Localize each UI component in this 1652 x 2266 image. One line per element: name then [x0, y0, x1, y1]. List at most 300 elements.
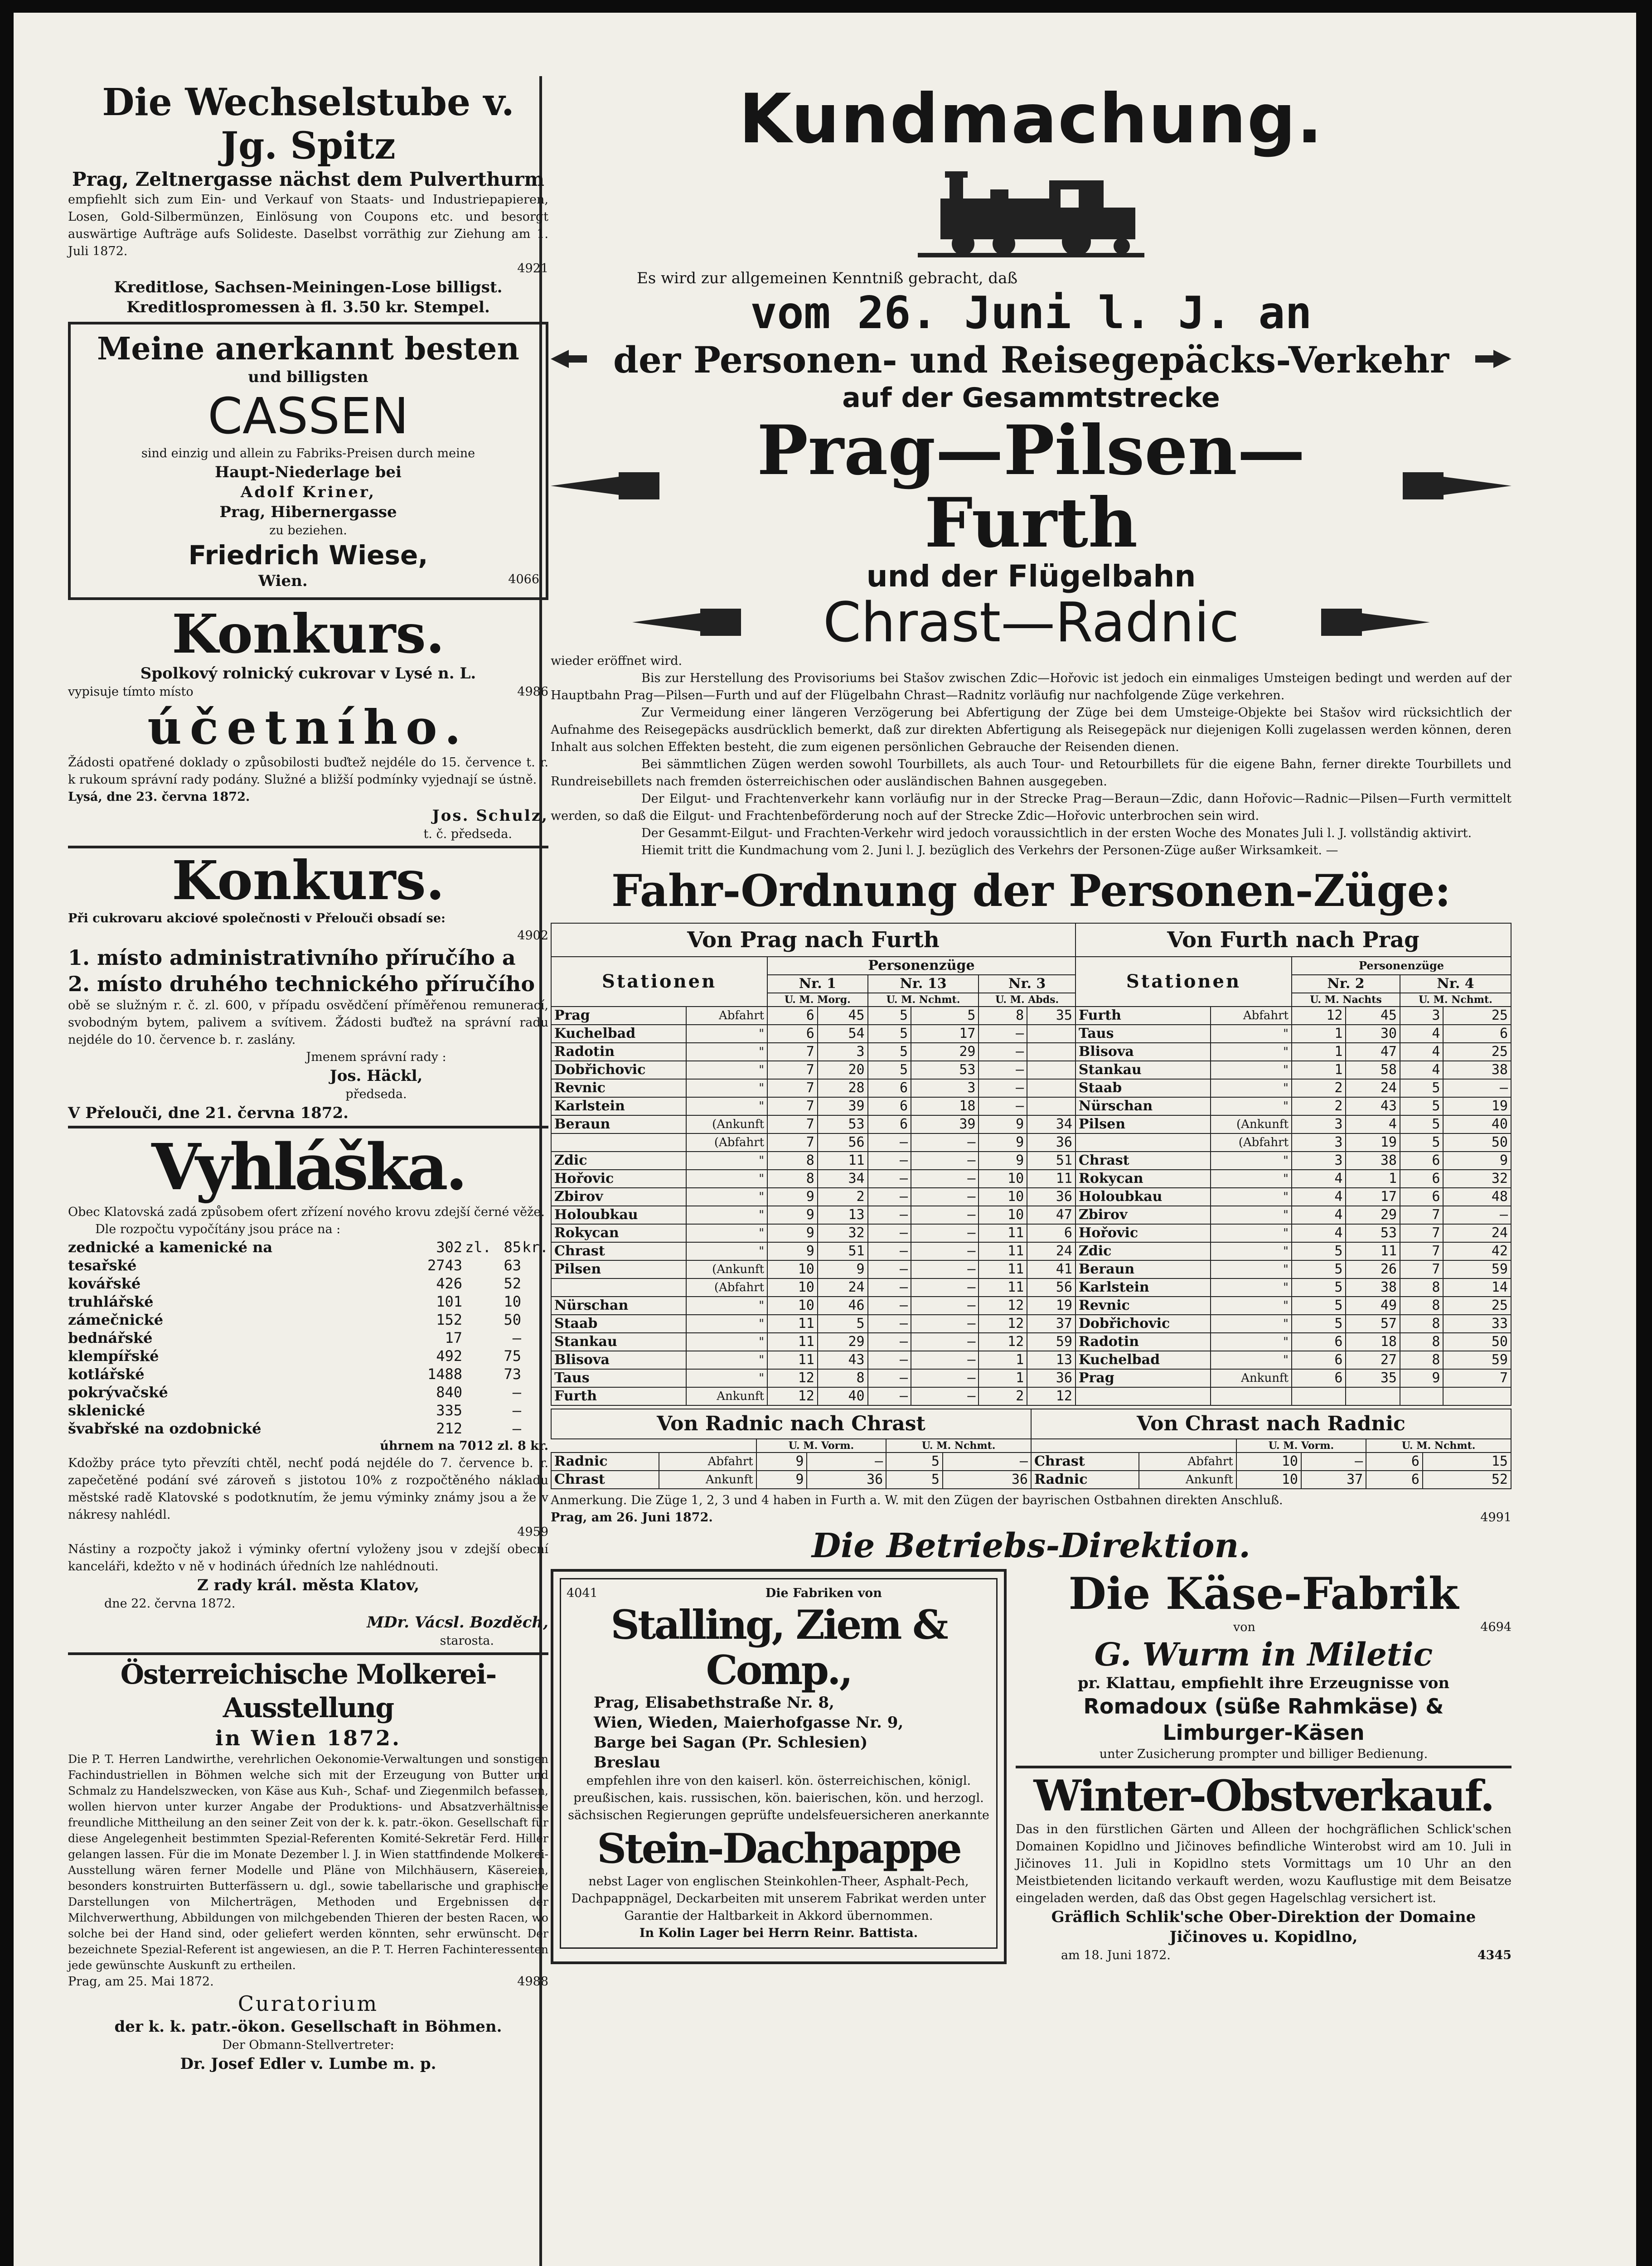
time-cell: 10 [979, 1206, 1027, 1224]
time-cell: 10 [979, 1188, 1027, 1206]
station-note: " [1211, 1224, 1292, 1242]
time-cell: 59 [1027, 1333, 1075, 1351]
ad-body: Nástiny a rozpočty jakož i výminky ofertní vyloženy jsou v zdejší obecní kanceláři, kdežto v ně v hodinách úředních lze nahlédnouti. [68, 1542, 548, 1574]
ad-line: von [1233, 1620, 1255, 1634]
time-cell: 9 [756, 1471, 807, 1489]
station-note: " [1211, 1097, 1292, 1115]
time-cell: — [868, 1170, 911, 1188]
time-cell: 36 [1027, 1369, 1075, 1387]
time-cell: — [868, 1260, 911, 1278]
time-cell: — [1443, 1079, 1511, 1097]
time-cell: — [911, 1188, 979, 1206]
station-name: Chrast [551, 1471, 659, 1489]
time-cell: 25 [1443, 1297, 1511, 1315]
cost-label: kotlářské [68, 1365, 145, 1383]
ad-signature: Gräflich Schlik'sche Ober-Direktion der Domaine Jičinoves u. Kopidlno, [1051, 1908, 1476, 1946]
ad-line: Romadoux (süße Rahmkäse) & Limburger-Käsen [1083, 1694, 1444, 1745]
ad-body: Dle rozpočtu vypočítány jsou práce na : [95, 1222, 341, 1236]
station-name: Chrast [551, 1242, 686, 1260]
ad-headline: účetního. [147, 699, 469, 755]
ad-number: 4988 [517, 1975, 548, 1989]
time-cell: — [911, 1369, 979, 1387]
ad-title: Die Käse-Fabrik [1068, 1568, 1459, 1619]
station-note: " [686, 1369, 767, 1387]
time-cell: 29 [1346, 1206, 1400, 1224]
table-row [551, 1453, 1511, 1471]
time-cell: 6 [1400, 1188, 1444, 1206]
ad-obst [1016, 1771, 1512, 1964]
time-cell: 11 [979, 1242, 1027, 1260]
station-note: " [686, 1097, 767, 1115]
station-note: Ankunft [1211, 1369, 1292, 1387]
time-cell: 7 [1400, 1206, 1444, 1224]
station-note: " [1211, 1079, 1292, 1097]
station-name: Hořovic [1075, 1224, 1211, 1242]
time-cell: 17 [1346, 1188, 1400, 1206]
time-cell: — [868, 1206, 911, 1224]
column-header: Nr. 1 [767, 975, 867, 993]
ad-title: Winter-Obstverkauf. [1033, 1771, 1494, 1821]
cost-label: švabřské na ozdobnické [68, 1420, 262, 1437]
ad-address: Breslau [594, 1753, 661, 1772]
table-row [551, 1133, 1511, 1152]
column-header: Nr. 13 [868, 975, 979, 993]
divider [1016, 1766, 1512, 1768]
time-cell: 6 [868, 1097, 911, 1115]
cost-amount [412, 1383, 548, 1401]
ad-line: vypisuje tímto místo [68, 685, 194, 699]
column-header: Nr. 3 [979, 975, 1075, 993]
cost-amount [412, 1274, 548, 1293]
time-cell: 59 [1443, 1351, 1511, 1369]
time-cell: 36 [807, 1471, 886, 1489]
time-cell: 2 [818, 1188, 868, 1206]
cost-kr: 63 [504, 1257, 521, 1274]
column-header: Personenzüge [1292, 957, 1511, 975]
station-name: Revnic [551, 1079, 686, 1097]
station-name: Chrast [1075, 1152, 1211, 1170]
time-cell: 14 [1443, 1278, 1511, 1297]
empty-cell [1346, 1387, 1400, 1405]
station-note: Abfahrt [659, 1453, 756, 1471]
ad-signature: Curatorium [237, 1991, 379, 2016]
time-cell: 7 [767, 1097, 818, 1115]
time-cell: 24 [1027, 1242, 1075, 1260]
table-row [551, 1351, 1511, 1369]
time-cell: 38 [1346, 1152, 1400, 1170]
time-cell: 36 [1027, 1133, 1075, 1152]
time-cell: 59 [1443, 1260, 1511, 1278]
cost-kr: — [512, 1384, 521, 1401]
station-note: " [1211, 1297, 1292, 1315]
time-cell: — [868, 1315, 911, 1333]
time-cell: 24 [818, 1278, 868, 1297]
time-cell: 5 [1400, 1133, 1444, 1152]
time-cell: 35 [1027, 1007, 1075, 1025]
time-cell: — [868, 1188, 911, 1206]
station-name [551, 1133, 686, 1152]
time-cell: 5 [1400, 1097, 1444, 1115]
time-cell: — [868, 1387, 911, 1405]
station-note: " [686, 1170, 767, 1188]
time-cell: 6 [1292, 1333, 1346, 1351]
pointing-hand-icon [632, 606, 741, 640]
time-cell: 12 [767, 1387, 818, 1405]
time-cell: 6 [1366, 1471, 1423, 1489]
station-name: Prag [551, 1007, 686, 1025]
time-cell: 6 [1292, 1369, 1346, 1387]
station-name [551, 1278, 686, 1297]
notice-title: Kundmachung. [739, 80, 1323, 159]
time-cell: — [1443, 1206, 1511, 1224]
timetable-branch [551, 1409, 1512, 1489]
cost-zl: 101 [436, 1293, 462, 1310]
time-cell: 35 [1346, 1369, 1400, 1387]
ad-body: Das in den fürstlichen Gärten und Alleen der hochgräflichen Schlick'schen Domainen Kopidlno und Jičinoves befindliche Winterobst wird am 10. Juli in Jičinoves 11. Juli in Kopidlno stets Vormittags um 10 Uhr an den Meistbietenden licitando verkauft werden, wozu Kauflustige mit dem Beisatze eingeladen werden, daß das Obst gegen Hagelschlag versichert ist. [1015, 1822, 1512, 1905]
time-cell: — [911, 1133, 979, 1152]
time-cell: — [868, 1278, 911, 1297]
time-cell: 7 [1400, 1260, 1444, 1278]
time-cell: 40 [818, 1387, 868, 1405]
station-note: " [1211, 1206, 1292, 1224]
time-cell: — [868, 1351, 911, 1369]
timetable-note: Anmerkung. Die Züge 1, 2, 3 und 4 haben in Furth a. W. mit den Zügen der bayrischen Ostbahnen direkten Anschluß. [551, 1493, 1283, 1507]
notice-text: Zur Vermeidung einer längeren Verzögerung bei Abfertigung der Züge bei dem Umsteige-Objekte bei Stašov wird rücksichtlich der Aufnahme des Reisegepäcks ausdrücklich bemerkt, daß zur direkten Abfertigung als Reisegepäck nur diejenigen Kolli zugelassen werden können, deren Inhalt aus solchen Effekten besteht, die zum eigenen persönlichen Gebrauche der Reisenden dienen. [551, 706, 1512, 754]
notice-line: der Personen- und Reisegepäcks-Verkehr [613, 339, 1449, 381]
cost-row [68, 1274, 548, 1293]
cost-kr: 52 [504, 1275, 521, 1292]
time-cell: 5 [868, 1061, 911, 1079]
time-cell: 19 [1443, 1097, 1511, 1115]
time-cell: 10 [767, 1278, 818, 1297]
ad-total: úhrnem na 7012 zl. 8 kr. [380, 1439, 548, 1453]
ad-body: Kdožby práce tyto převzíti chtěl, nechť podá nejdéle do 7. července b. r. zapečetěné podání své zároveň s jistotou 10% z rozpočtěného nákladu městské radě Klatovské s podotknutím, že jemu výminky známy jsou a že v nákresy nahlédl. [68, 1456, 548, 1522]
ad-signature-role: starosta. [440, 1634, 494, 1648]
table-row [551, 1369, 1511, 1387]
ad-line: Haupt-Niederlage bei [215, 463, 402, 481]
ad-molkerei [68, 1658, 548, 2074]
ad-signature-role: předseda. [345, 1087, 407, 1101]
time-cell: 7 [767, 1133, 818, 1152]
ad-body: obě se služným r. č. zl. 600, v případu osvědčení příměřenou remunerací, svobodným bytem, palivem a svítivem. Žádosti buďtež na správní radu nejdéle do 10. července b. r. zaslány. [68, 998, 548, 1047]
ad-line: Jmenem správní rady : [306, 1050, 446, 1064]
cost-row [68, 1293, 548, 1311]
time-cell: 24 [1346, 1079, 1400, 1097]
table-row [551, 1278, 1511, 1297]
ad-line: Kreditlospromessen à fl. 3.50 kr. Stempel. [126, 298, 490, 316]
column-subheader: U. M. Nchmt. [1366, 1439, 1511, 1453]
ad-line: und billigsten [248, 368, 368, 386]
ad-number: 4921 [517, 261, 548, 276]
ad-konkurs-lysa [68, 602, 548, 843]
timetable-title: Fahr-Ordnung der Personen-Züge: [611, 865, 1451, 916]
train-icon [551, 158, 1512, 268]
notice-date: vom 26. Juni l. J. an [750, 287, 1312, 339]
time-cell: 50 [1443, 1133, 1511, 1152]
cost-label: tesařské [68, 1257, 137, 1274]
ad-wechselstube [68, 81, 548, 317]
notice-signature: Die Betriebs-Direktion. [811, 1526, 1251, 1565]
time-cell: 56 [818, 1133, 868, 1152]
newspaper-page [14, 13, 1636, 2266]
time-cell: 6 [1027, 1224, 1075, 1242]
empty-cell [1292, 1387, 1346, 1405]
ad-headline: Stein-Dachpappe [597, 1825, 960, 1873]
time-cell: 6 [1292, 1351, 1346, 1369]
table-row [551, 1097, 1511, 1115]
station-name: Holoubkau [551, 1206, 686, 1224]
ad-title: Vyhláška. [151, 1130, 465, 1205]
station-note: " [686, 1043, 767, 1061]
time-cell: 54 [818, 1025, 868, 1043]
cost-amount [412, 1365, 548, 1383]
time-cell: 9 [1400, 1369, 1444, 1387]
time-cell: 5 [1292, 1297, 1346, 1315]
time-cell: 6 [1443, 1025, 1511, 1043]
ad-place: Lysá, dne 23. června 1872. [68, 790, 250, 804]
ad-address: Prag, Elisabethstraße Nr. 8, [594, 1694, 834, 1712]
time-cell: 30 [1346, 1025, 1400, 1043]
pointing-hand-icon [551, 470, 659, 504]
table-row [551, 1206, 1511, 1224]
time-cell: — [911, 1297, 979, 1315]
empty-cell [1211, 1387, 1292, 1405]
time-cell: 38 [1443, 1061, 1511, 1079]
time-cell [1027, 1079, 1075, 1097]
time-cell: 8 [1400, 1297, 1444, 1315]
time-cell: 5 [911, 1007, 979, 1025]
ad-signature-role: Der Obmann-Stellvertreter: [222, 2038, 394, 2052]
timetable-heading: Von Radnic nach Chrast [551, 1409, 1031, 1439]
time-cell: 7 [767, 1043, 818, 1061]
time-cell: 9 [767, 1242, 818, 1260]
ad-body: empfehlen ihre von den kaiserl. kön. österreichischen, königl. preußischen, kais. russischen, kön. baierischen, kön. und herzogl. sächsischen Regierungen geprüfte undelsfeuersicheren anerkannte [568, 1774, 989, 1822]
time-cell: — [868, 1297, 911, 1315]
kundmachung [551, 81, 1512, 1565]
ad-number: 4986 [517, 685, 548, 699]
time-cell: 10 [1236, 1453, 1301, 1471]
time-cell: 5 [1292, 1242, 1346, 1260]
notice-text: Hiemit tritt die Kundmachung vom 2. Juni l. J. bezüglich des Verkehrs der Personen-Züge außer Wirksamkeit. — [641, 843, 1338, 857]
time-cell: 33 [1443, 1315, 1511, 1333]
cost-row [68, 1311, 548, 1329]
time-cell: 1 [1346, 1170, 1400, 1188]
station-note: Abfahrt [1139, 1453, 1236, 1471]
time-cell: 12 [979, 1297, 1027, 1315]
time-cell: — [979, 1079, 1027, 1097]
station-name: Taus [1075, 1025, 1211, 1043]
time-cell: 9 [756, 1453, 807, 1471]
pointing-hand-icon [1321, 606, 1430, 640]
time-cell: 11 [767, 1333, 818, 1351]
station-name: Blisova [1075, 1043, 1211, 1061]
ad-title: Die Wechselstube v. Jg. Spitz [102, 81, 514, 168]
time-cell: 34 [1027, 1115, 1075, 1133]
time-cell: 6 [868, 1079, 911, 1097]
notice-place: Prag, am 26. Juni 1872. [551, 1511, 713, 1525]
time-cell: 29 [911, 1043, 979, 1061]
station-note: (Abfahrt [686, 1133, 767, 1152]
time-cell: 32 [818, 1224, 868, 1242]
ad-vyhlaska [68, 1131, 548, 1650]
time-cell: 7 [1400, 1242, 1444, 1260]
time-cell: 12 [979, 1315, 1027, 1333]
column-subheader: U. M. Nachts [1292, 993, 1400, 1007]
notice-text: Der Gesammt-Eilgut- und Frachten-Verkehr wird jedoch voraussichtlich in der ersten Woche des Monates Juli l. J. vollständig aktivirt. [641, 826, 1472, 840]
ad-item: 1. místo administrativního příručího a [68, 945, 516, 970]
time-cell [1027, 1043, 1075, 1061]
time-cell: 57 [1346, 1315, 1400, 1333]
time-cell: 8 [1400, 1278, 1444, 1297]
time-cell: — [911, 1260, 979, 1278]
cost-zl: 335 [436, 1402, 462, 1419]
time-cell: — [979, 1025, 1027, 1043]
time-cell: 28 [818, 1079, 868, 1097]
time-cell: 32 [1443, 1170, 1511, 1188]
station-name [1075, 1133, 1211, 1152]
time-cell: 7 [767, 1079, 818, 1097]
time-cell: — [911, 1152, 979, 1170]
time-cell: 9 [979, 1115, 1027, 1133]
ad-line: In Kolin Lager bei Herrn Reinr. Battista. [639, 1926, 918, 1940]
time-cell: — [979, 1043, 1027, 1061]
table-row [551, 1115, 1511, 1133]
notice-text: Der Eilgut- und Frachtenverkehr kann vorläufig nur in der Strecke Prag—Beraun—Zdic, dann Hořovic—Radnic—Pilsen—Furth vermittelt werden, so daß die Eilgut- und Frachtenbeförderung noch auf der Strecke Zdic—Hořovic unterbrochen sein wird. [551, 792, 1512, 823]
ad-subtitle: Prag, Zeltnergasse nächst dem Pulverthurm [72, 168, 544, 190]
pointer-left-icon [551, 350, 587, 370]
column-subheader: U. M. Vorm. [756, 1439, 886, 1453]
time-cell: — [911, 1242, 979, 1260]
ad-stalling [551, 1569, 1007, 1964]
time-cell: 13 [818, 1206, 868, 1224]
station-name: Zbirov [551, 1188, 686, 1206]
time-cell [1027, 1097, 1075, 1115]
cost-label: zednické a kamenické na [68, 1239, 273, 1256]
column-header: Stationen [551, 957, 767, 1007]
left-column [68, 81, 548, 2074]
time-cell: 1 [979, 1351, 1027, 1369]
station-name: Zdic [1075, 1242, 1211, 1260]
cost-amount [412, 1293, 548, 1311]
cost-row [68, 1329, 548, 1347]
column-subheader: U. M. Vorm. [1236, 1439, 1366, 1453]
ad-title: Konkurs. [172, 602, 445, 665]
table-row [551, 1152, 1511, 1170]
time-cell [1027, 1025, 1075, 1043]
time-cell: 9 [818, 1260, 868, 1278]
table-row [551, 1170, 1511, 1188]
station-name: Beraun [1075, 1260, 1211, 1278]
time-cell: — [911, 1170, 979, 1188]
time-cell: 5 [886, 1471, 943, 1489]
station-name: Nürschan [1075, 1097, 1211, 1115]
station-note: Ankunft [686, 1387, 767, 1405]
time-cell: 7 [1443, 1369, 1511, 1387]
station-note: " [1211, 1333, 1292, 1351]
time-cell: 13 [1027, 1351, 1075, 1369]
cost-row [68, 1238, 548, 1256]
station-name: Chrast [1031, 1453, 1139, 1471]
cost-kr: 85 [504, 1239, 521, 1256]
cost-zl: 152 [436, 1311, 462, 1328]
cost-row [68, 1347, 548, 1365]
time-cell: 2 [979, 1387, 1027, 1405]
ad-line: Kreditlose, Sachsen-Meiningen-Lose billigst. [114, 278, 503, 296]
empty-cell [1443, 1387, 1511, 1405]
cost-zl: 840 [436, 1384, 462, 1401]
time-cell: 2 [1292, 1097, 1346, 1115]
time-cell: 39 [818, 1097, 868, 1115]
pointing-hand-icon [1403, 470, 1512, 504]
cost-kr: 75 [504, 1347, 521, 1365]
time-cell: 40 [1443, 1115, 1511, 1133]
ad-line: Spolkový rolnický cukrovar v Lysé n. L. [140, 664, 476, 683]
table-row [551, 1079, 1511, 1097]
notice-text: Bis zur Herstellung des Provisoriums bei Stašov zwischen Zdic—Hořovic ist jedoch ein einmaliges Umsteigen bedingt und werden auf der Hauptbahn Prag—Pilsen—Furth und auf der Flügelbahn Chrast—Radnitz vorläufig nur nachfolgende Züge verkehren. [551, 671, 1512, 702]
ad-line: unter Zusicherung prompter und billiger Bedienung. [1099, 1747, 1428, 1761]
time-cell: 24 [1443, 1224, 1511, 1242]
time-cell: 5 [1292, 1315, 1346, 1333]
cost-unit: zl. [465, 1239, 491, 1256]
station-note: " [686, 1351, 767, 1369]
time-cell: — [868, 1242, 911, 1260]
cost-label: sklenické [68, 1402, 145, 1419]
notice-text: Bei sämmtlichen Zügen werden sowohl Tourbillets, als auch Tour- und Retourbillets für die eigene Bahn, ferner direkte Tourbillets und Rundreisebillets nach fremden österreichischen oder ausländischen Bahnen ausgegeben. [551, 757, 1512, 789]
time-cell: 53 [911, 1061, 979, 1079]
time-cell: 53 [818, 1115, 868, 1133]
station-note: Ankunft [1139, 1471, 1236, 1489]
time-cell: 25 [1443, 1043, 1511, 1061]
cost-amount [412, 1401, 548, 1419]
cost-label: pokrývačské [68, 1384, 168, 1401]
column-subheader: U. M. Nchmt. [1400, 993, 1511, 1007]
time-cell: 18 [1346, 1333, 1400, 1351]
ad-address: Wien, Wieden, Maierhofgasse Nr. 9, [594, 1714, 904, 1732]
time-cell: 9 [767, 1188, 818, 1206]
ad-signature: MDr. Vácsl. Bozděch, [367, 1613, 548, 1632]
column-subheader: U. M. Morg. [767, 993, 867, 1007]
time-cell: — [911, 1224, 979, 1242]
right-column [551, 81, 1512, 1964]
cost-label: kovářské [68, 1275, 141, 1292]
table-row [551, 1025, 1511, 1043]
time-cell: 56 [1027, 1278, 1075, 1297]
notice-line: und der Flügelbahn [866, 559, 1196, 594]
station-note: " [686, 1061, 767, 1079]
time-cell: — [868, 1333, 911, 1351]
notice-line: auf der Gesammtstrecke [842, 382, 1220, 414]
ad-title: Konkurs. [172, 849, 445, 912]
ad-title: Meine anerkannt besten [97, 331, 519, 367]
station-name: Staab [1075, 1079, 1211, 1097]
cost-zl: 302 [436, 1239, 462, 1256]
empty-cell [1075, 1387, 1211, 1405]
ad-date: dne 22. června 1872. [104, 1597, 236, 1611]
time-cell: 49 [1346, 1297, 1400, 1315]
station-name: Zbirov [1075, 1206, 1211, 1224]
time-cell: 4 [1292, 1170, 1346, 1188]
ad-number: 4041 [567, 1586, 598, 1600]
pointer-right-icon [1475, 350, 1512, 370]
ad-line: Adolf Kriner, [240, 483, 376, 501]
cost-kr: 10 [504, 1293, 521, 1310]
cost-amount [412, 1256, 548, 1274]
time-cell: 6 [1400, 1170, 1444, 1188]
time-cell: 10 [767, 1297, 818, 1315]
time-cell: 9 [979, 1152, 1027, 1170]
station-note: (Ankunft [686, 1115, 767, 1133]
station-note: (Abfahrt [686, 1278, 767, 1297]
